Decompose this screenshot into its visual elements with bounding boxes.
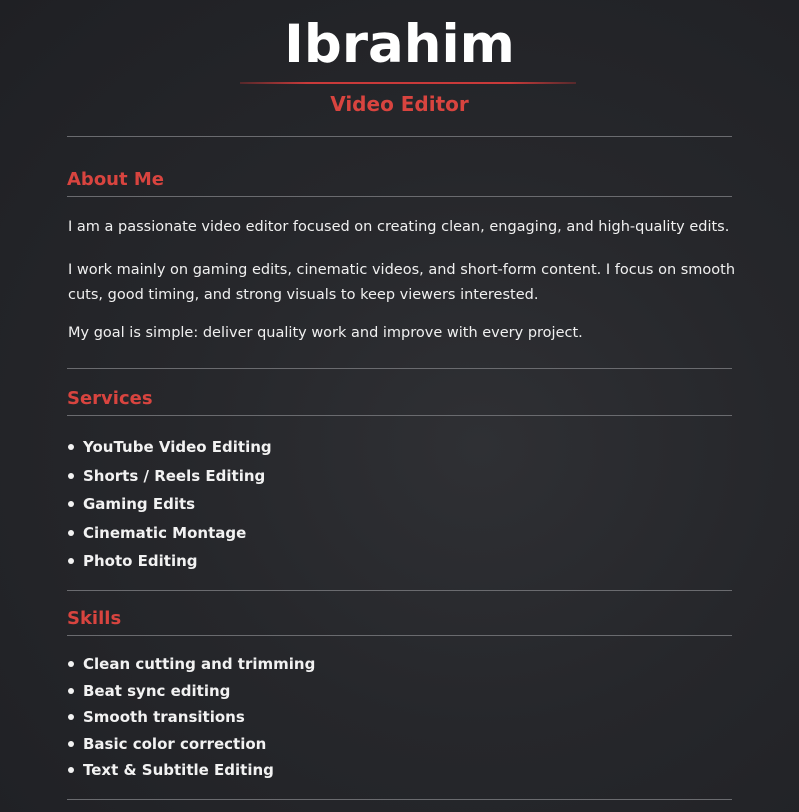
- services-list: [67, 433, 272, 576]
- services-section-title: Services: [67, 388, 153, 409]
- title-underline: [240, 82, 576, 84]
- skills-section-divider: [67, 799, 732, 800]
- about-paragraph-3: My goal is simple: deliver quality work and improve with every project.: [68, 325, 583, 341]
- about-paragraph-1: I am a passionate video editor focused on creating clean, engaging, and high-quality edits.: [68, 219, 730, 235]
- about-paragraph-2: I work mainly on gaming edits, cinematic videos, and short-form content. I focus on smooth cuts, good timing, and strong visuals to keep viewers interested.: [68, 262, 736, 303]
- list-item: Beat sync editing: [67, 678, 315, 705]
- profile-name: Ibrahim: [284, 14, 515, 75]
- skills-section-title: Skills: [67, 608, 122, 629]
- about-title-divider: [67, 196, 732, 197]
- list-item: YouTube Video Editing: [67, 433, 272, 462]
- list-item: Shorts / Reels Editing: [67, 462, 272, 491]
- profile-role: Video Editor: [330, 92, 469, 116]
- list-item: Photo Editing: [67, 547, 272, 576]
- services-title-divider: [67, 415, 732, 416]
- list-item: Basic color correction: [67, 731, 315, 758]
- list-item: Smooth transitions: [67, 704, 315, 731]
- about-section-title: About Me: [67, 169, 164, 190]
- list-item: Cinematic Montage: [67, 519, 272, 548]
- list-item: Gaming Edits: [67, 490, 272, 519]
- list-item: Clean cutting and trimming: [67, 651, 315, 678]
- services-section-divider: [67, 590, 732, 591]
- list-item: Text & Subtitle Editing: [67, 757, 315, 784]
- skills-title-divider: [67, 635, 732, 636]
- about-section-divider: [67, 368, 732, 369]
- header-divider: [67, 136, 732, 137]
- skills-list: [67, 651, 315, 784]
